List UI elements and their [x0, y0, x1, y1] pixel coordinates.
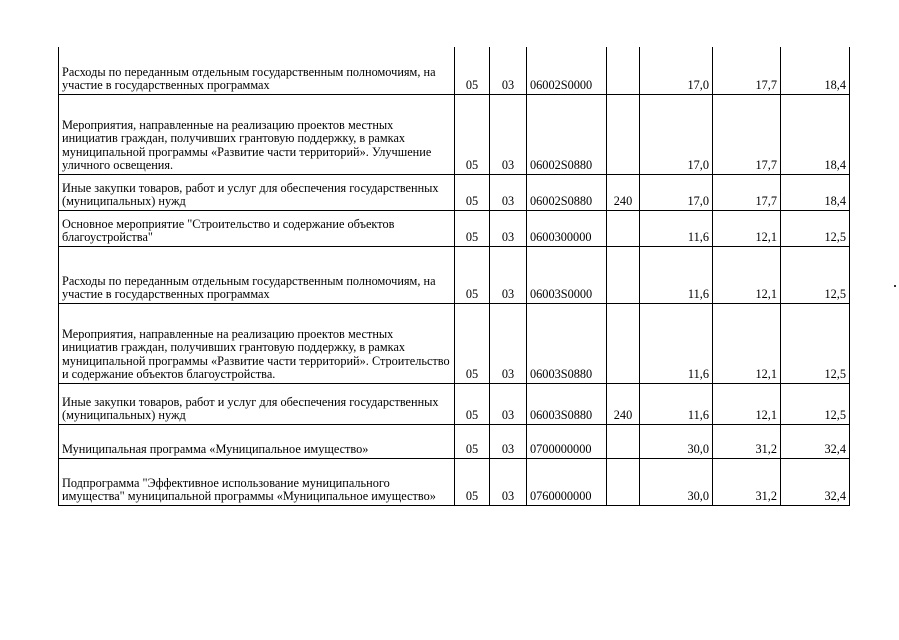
row-value-2: 12,1	[713, 210, 781, 246]
row-value-2: 12,1	[713, 246, 781, 303]
row-name: Расходы по переданным отдельным государственным полномочиям, на участие в государственных программах	[59, 47, 455, 94]
row-expense-type	[607, 424, 640, 458]
row-value-2: 17,7	[713, 174, 781, 210]
scan-speck	[894, 285, 896, 287]
row-value-2: 17,7	[713, 94, 781, 174]
row-name: Подпрограмма "Эффективное использование муниципального имущества" муниципальной программы «Муниципальное имущество»	[59, 458, 455, 505]
row-section: 05	[455, 458, 490, 505]
row-subsection: 03	[490, 424, 527, 458]
row-expense-type	[607, 458, 640, 505]
row-target-code: 06003S0880	[527, 303, 607, 383]
row-subsection: 03	[490, 246, 527, 303]
row-value-2: 31,2	[713, 458, 781, 505]
row-section: 05	[455, 47, 490, 94]
row-expense-type	[607, 94, 640, 174]
table-row	[59, 424, 850, 458]
row-value-3: 18,4	[781, 47, 850, 94]
row-target-code: 06003S0000	[527, 246, 607, 303]
row-value-3: 12,5	[781, 246, 850, 303]
row-value-1: 11,6	[640, 383, 713, 424]
row-value-2: 12,1	[713, 303, 781, 383]
row-section: 05	[455, 94, 490, 174]
row-section: 05	[455, 303, 490, 383]
row-value-1: 17,0	[640, 47, 713, 94]
row-value-3: 18,4	[781, 174, 850, 210]
table-row	[59, 303, 850, 383]
row-subsection: 03	[490, 458, 527, 505]
row-target-code: 0760000000	[527, 458, 607, 505]
row-expense-type	[607, 210, 640, 246]
row-expense-type	[607, 303, 640, 383]
row-target-code: 06002S0000	[527, 47, 607, 94]
row-section: 05	[455, 210, 490, 246]
row-value-3: 32,4	[781, 424, 850, 458]
row-value-3: 12,5	[781, 210, 850, 246]
row-expense-type	[607, 47, 640, 94]
row-section: 05	[455, 424, 490, 458]
row-target-code: 06003S0880	[527, 383, 607, 424]
row-expense-type: 240	[607, 383, 640, 424]
table-row	[59, 246, 850, 303]
row-value-1: 30,0	[640, 424, 713, 458]
row-target-code: 06002S0880	[527, 94, 607, 174]
row-subsection: 03	[490, 47, 527, 94]
table-row	[59, 210, 850, 246]
row-value-3: 32,4	[781, 458, 850, 505]
row-value-1: 11,6	[640, 246, 713, 303]
row-value-1: 11,6	[640, 210, 713, 246]
row-value-2: 17,7	[713, 47, 781, 94]
row-value-1: 17,0	[640, 174, 713, 210]
row-name: Мероприятия, направленные на реализацию проектов местных инициатив граждан, получивших грантовую поддержку, в рамках муниципальной программы «Развитие части территорий». Строительство и содержание объектов благоустройства.	[59, 303, 455, 383]
row-name: Основное мероприятие "Строительство и содержание объектов благоустройства"	[59, 210, 455, 246]
row-value-3: 12,5	[781, 303, 850, 383]
row-target-code: 0700000000	[527, 424, 607, 458]
table-row	[59, 47, 850, 94]
table-row	[59, 174, 850, 210]
row-section: 05	[455, 174, 490, 210]
table-row	[59, 94, 850, 174]
row-section: 05	[455, 383, 490, 424]
row-value-1: 17,0	[640, 94, 713, 174]
row-value-3: 18,4	[781, 94, 850, 174]
row-value-2: 12,1	[713, 383, 781, 424]
row-name: Иные закупки товаров, работ и услуг для обеспечения государственных (муниципальных) нужд	[59, 174, 455, 210]
table-row	[59, 383, 850, 424]
row-value-2: 31,2	[713, 424, 781, 458]
table-row	[59, 458, 850, 505]
row-value-1: 11,6	[640, 303, 713, 383]
row-subsection: 03	[490, 383, 527, 424]
row-name: Мероприятия, направленные на реализацию проектов местных инициатив граждан, получивших грантовую поддержку, в рамках муниципальной программы «Развитие части территорий». Улучшение уличного освещения.	[59, 94, 455, 174]
row-target-code: 0600300000	[527, 210, 607, 246]
row-section: 05	[455, 246, 490, 303]
row-value-3: 12,5	[781, 383, 850, 424]
row-subsection: 03	[490, 210, 527, 246]
row-subsection: 03	[490, 94, 527, 174]
row-target-code: 06002S0880	[527, 174, 607, 210]
row-subsection: 03	[490, 174, 527, 210]
row-name: Иные закупки товаров, работ и услуг для обеспечения государственных (муниципальных) нужд	[59, 383, 455, 424]
row-value-1: 30,0	[640, 458, 713, 505]
row-expense-type	[607, 246, 640, 303]
row-name: Расходы по переданным отдельным государственным полномочиям, на участие в государственных программах	[59, 246, 455, 303]
budget-table	[58, 47, 850, 506]
row-name: Муниципальная программа «Муниципальное имущество»	[59, 424, 455, 458]
row-subsection: 03	[490, 303, 527, 383]
row-expense-type: 240	[607, 174, 640, 210]
